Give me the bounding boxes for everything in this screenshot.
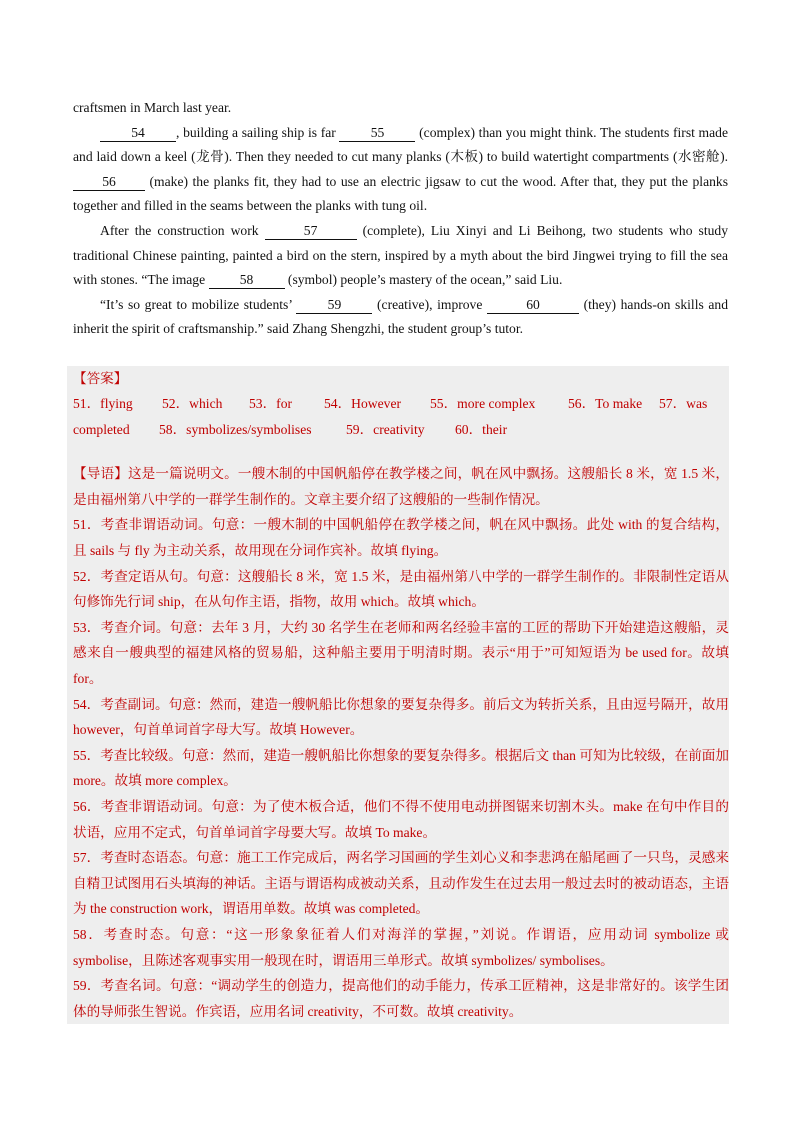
explanation-59: 59．考查名词。句意：“调动学生的创造力，提高他们的动手能力，传承工匠精神，这是非常好的。该学生团体的导师张生智说。作宾语，应用名词 creativity，不可数。故填 creativity。: [73, 978, 729, 1019]
explanation-53: 53．考查介词。句意：去年 3 月，大约 30 名学生在老师和两名经验丰富的工匠的帮助下开始建造这艘船，灵感来自一艘典型的福建风格的贸易船，这种船主要用于明清时期。表示“用于”可知短语为 be used for。故填 for。: [73, 619, 729, 686]
answer-60: 60．their: [455, 421, 508, 437]
blank-59: 59: [296, 296, 372, 314]
blank-55: 55: [339, 124, 415, 142]
explanation-51: 51．考查非谓语动词。句意：一艘木制的中国帆船停在教学楼之间，帆在风中飘扬。此处 with 的复合结构，且 sails 与 fly 为主动关系，故用现在分词作宾补。故填 flying。: [73, 517, 729, 558]
answer-59: 59．creativity: [346, 421, 425, 437]
answer-57-part-1: 57．was: [659, 396, 708, 412]
blank-56: 56: [73, 173, 145, 191]
answer-content: [73, 366, 729, 1024]
explanation-58: 58．考查时态。句意：“这一形象象征着人们对海洋的掌握，”刘说。作谓语，应用动词 symbolize 或 symbolise，且陈述客观事实用一般现在时，谓语用三单形式。故填 symbolizes/ symbolises。: [73, 926, 729, 968]
passage-paragraph-3: After the construction work 57 (complete), Liu Xinyi and Li Beihong, two students who study traditional Chinese painting, painted a bird on the stern, inspired by a myth about the bird Jingwei trying to fill the sea with stones. “The image 58 (symbol) people’s mastery of the ocean,” said Liu.: [73, 222, 728, 288]
blank-57: 57: [265, 222, 357, 240]
passage-line-1: craftsmen in March last year.: [73, 100, 232, 115]
answer-row-1: [73, 391, 729, 416]
passage: [73, 96, 728, 342]
answer-58: 58．symbolizes/symbolises: [159, 421, 312, 437]
explanation-56: 56．考查非谓语动词。句意：为了使木板合适，他们不得不使用电动拼图锯来切割木头。make 在句中作目的状语，应用不定式，句首单词首字母要大写。故填 To make。: [73, 798, 729, 840]
answer-51: 51．flying: [73, 396, 133, 412]
passage-paragraph-2: 54 , building a sailing ship is far 55 (complex) than you might think. The students first made and laid down a keel (龙骨). Then they needed to cut many planks (木板) to build watertight compartments (水密舱). 56 (make) the planks fit, they had to use an electric jigsaw to cut the wood. After that, they put the planks together and filled in the seams between the planks with tung oil.: [73, 124, 728, 214]
answer-heading: 【答案】: [73, 371, 128, 386]
answer-53: 53．for: [249, 396, 293, 412]
explanation-57: 57．考查时态语态。句意：施工工作完成后，两名学习国画的学生刘心义和李悲鸿在船尾画了一只鸟，灵感来自精卫试图用石头填海的神话。主语与谓语构成被动关系，且动作发生在过去用一般过去时的被动语态，主语为 the construction work，谓语用单数。故填 was completed。: [73, 850, 729, 917]
blank-58: 58: [209, 271, 285, 289]
explanation-54: 54．考查副词。句意：然而，建造一艘帆船比你想象的要复杂得多。前后文为转折关系，且由逗号隔开，故用 however，句首单词首字母大写。故填 However。: [73, 696, 729, 738]
answer-52: 52．which: [162, 396, 223, 412]
answer-54: 54．However: [324, 396, 402, 412]
blank-60: 60: [487, 296, 579, 314]
passage-paragraph-4: “It’s so great to mobilize students’ 59 (creative), improve 60 (they) hands-on skills and inherit the spirit of craftsmanship.” said Zhang Shengzhi, the student group’s tutor.: [73, 296, 728, 337]
answer-55: 55．more complex: [430, 396, 536, 412]
explanation-55: 55．考查比较级。句意：然而，建造一艘帆船比你想象的要复杂得多。根据后文 than 可知为比较级，在前面加 more。故填 more complex。: [73, 747, 729, 789]
answer-56: 56．To make: [568, 396, 643, 412]
answer-57-part-2: completed: [73, 421, 130, 437]
guide-paragraph: 【导语】这是一篇说明文。一艘木制的中国帆船停在教学楼之间，帆在风中飘扬。这艘船长 8 米，宽 1.5 米，是由福州第八中学的一群学生制作的。文章主要介绍了这艘船的一些制作情况。: [73, 466, 729, 507]
explanation-52: 52．考查定语从句。句意：这艘船长 8 米，宽 1.5 米，是由福州第八中学的一群学生制作的。非限制性定语从句修饰先行词 ship，在从句作主语，指物，故用 which。故填 which。: [73, 568, 729, 610]
blank-54: 54: [100, 124, 176, 142]
answer-section: [67, 366, 729, 1024]
answer-row-2: [73, 417, 729, 442]
